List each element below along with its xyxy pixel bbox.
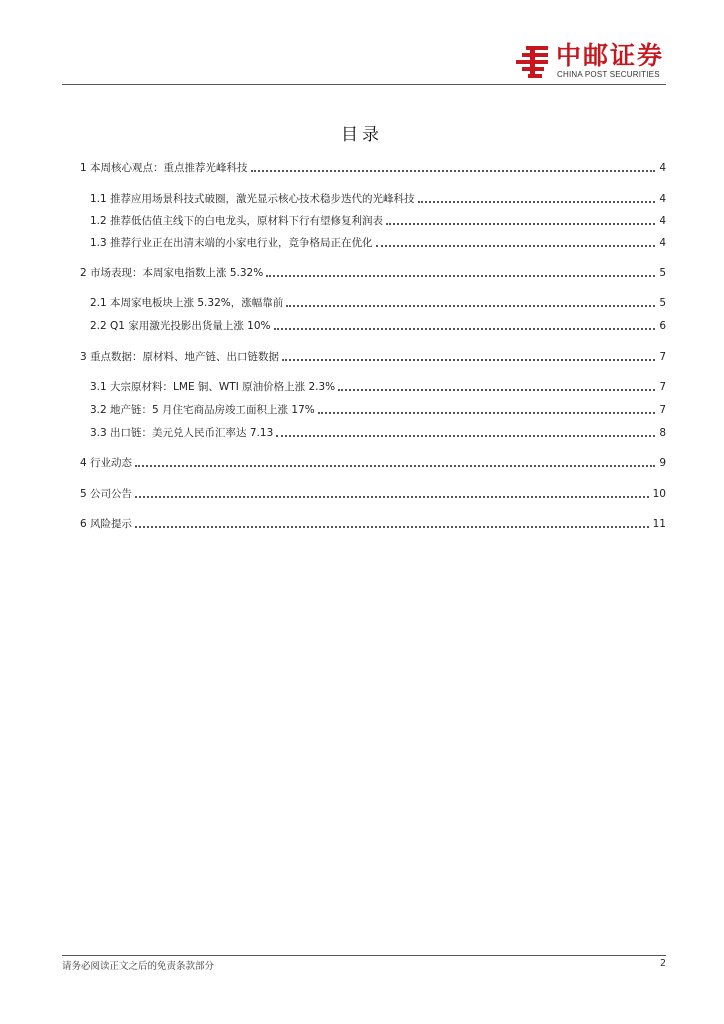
toc-entry[interactable] — [80, 485, 666, 501]
toc-entry-text: 3.1 大宗原材料：LME 铜、WTI 原油价格上涨 2.3% — [90, 381, 336, 393]
toc-entry-page: 7 — [659, 351, 666, 363]
footer-page-number: 2 — [659, 958, 666, 969]
toc-entry[interactable] — [80, 264, 666, 280]
toc-entry-page: 5 — [659, 297, 666, 309]
page-header — [0, 0, 724, 86]
toc-entry-text: 3.2 地产链：5 月住宅商品房竣工面积上涨 17% — [90, 404, 315, 416]
toc-entry-page: 5 — [659, 267, 666, 279]
toc-title: 目录 — [341, 125, 383, 145]
toc-leader-dots — [135, 526, 649, 528]
toc-entry-text: 3 重点数据：原材料、地产链、出口链数据 — [80, 351, 280, 363]
toc-entry-text: 2.2 Q1 家用激光投影出货量上涨 10% — [90, 320, 271, 332]
toc-entry-page: 11 — [652, 518, 666, 530]
brand-name-cn: 中邮证券 — [556, 41, 665, 70]
toc-entry[interactable] — [90, 424, 666, 440]
toc-entry[interactable] — [90, 190, 666, 206]
toc-entry-page: 8 — [659, 427, 666, 439]
toc-entry[interactable] — [90, 234, 666, 250]
toc-entry[interactable] — [80, 159, 666, 175]
toc-entry[interactable] — [90, 294, 666, 310]
toc-entry-text: 1 本周核心观点：重点推荐光峰科技 — [80, 162, 248, 174]
toc-leader-dots — [251, 170, 656, 172]
toc-entry-page: 4 — [659, 237, 666, 249]
toc-entry[interactable] — [90, 401, 666, 417]
toc-entry-page: 4 — [659, 162, 666, 174]
toc-entry[interactable] — [80, 348, 666, 364]
toc-leader-dots — [276, 435, 655, 437]
toc-leader-dots — [386, 223, 655, 225]
toc-entry-text: 4 行业动态 — [80, 457, 133, 469]
toc-leader-dots — [338, 389, 655, 391]
toc-entry-page: 6 — [659, 320, 666, 332]
toc-entry-text: 2.1 本周家电板块上涨 5.32%，涨幅靠前 — [90, 297, 284, 309]
toc-entry-text: 2 市场表现：本周家电指数上涨 5.32% — [80, 267, 264, 279]
toc-entry-page: 4 — [659, 215, 666, 227]
toc-entry[interactable] — [80, 454, 666, 470]
toc-entry-text: 5 公司公告 — [80, 488, 133, 500]
toc-entry-text: 1.2 推荐低估值主线下的白电龙头，原材料下行有望修复利润表 — [90, 215, 384, 227]
brand-name-en: CHINA POST SECURITIES — [557, 70, 660, 79]
toc-entry-page: 4 — [659, 193, 666, 205]
toc-entry-page: 9 — [659, 457, 666, 469]
toc-leader-dots — [318, 412, 656, 414]
toc-entry-page: 7 — [659, 381, 666, 393]
toc-leader-dots — [376, 245, 656, 247]
toc-entry-text: 6 风险提示 — [80, 518, 133, 530]
toc-entry[interactable] — [90, 378, 666, 394]
footer-disclaimer: 请务必阅读正文之后的免责条款部分 — [62, 961, 215, 972]
toc-leader-dots — [266, 275, 655, 277]
china-post-logo-icon — [512, 44, 552, 80]
toc-entry-page: 10 — [652, 488, 666, 500]
toc-leader-dots — [274, 328, 656, 330]
header-divider — [62, 84, 666, 85]
toc-entry[interactable] — [80, 515, 666, 531]
toc-entry-text: 1.1 推荐应用场景科技式破圈，激光显示核心技术稳步迭代的光峰科技 — [90, 193, 415, 205]
toc-leader-dots — [286, 305, 655, 307]
toc-entry-text: 3.3 出口链：美元兑人民币汇率达 7.13 — [90, 427, 274, 439]
toc-entry[interactable] — [90, 317, 666, 333]
toc-leader-dots — [282, 359, 655, 361]
toc-entry[interactable] — [90, 212, 666, 228]
footer-divider — [62, 955, 666, 956]
toc-leader-dots — [135, 496, 649, 498]
toc-entry-text: 1.3 推荐行业正在出清末端的小家电行业，竞争格局正在优化 — [90, 237, 373, 249]
toc-leader-dots — [418, 201, 656, 203]
toc-entry-page: 7 — [659, 404, 666, 416]
toc-leader-dots — [135, 465, 655, 467]
